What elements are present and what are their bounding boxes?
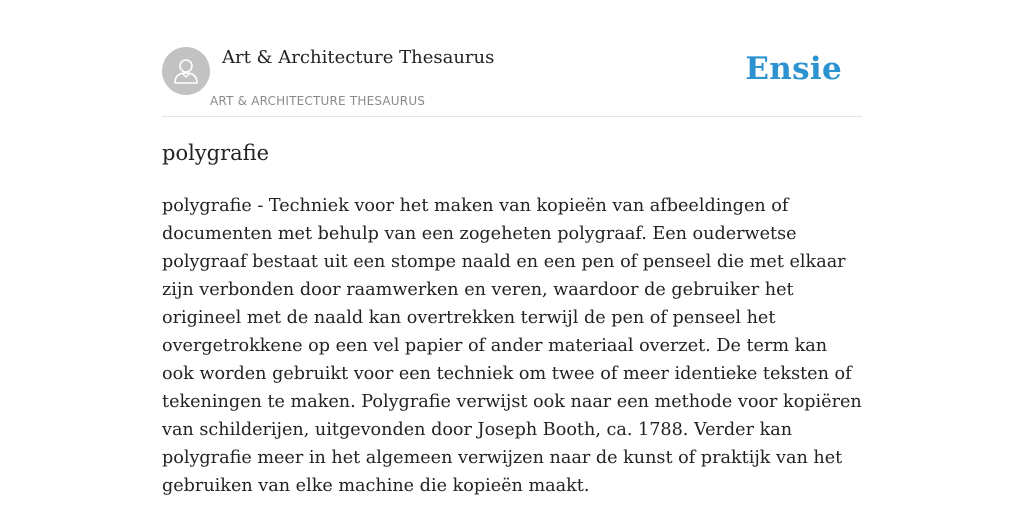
- term-title: polygrafie: [162, 141, 270, 165]
- definition-text: polygrafie - Techniek voor het maken van kopieën van afbeeldingen of documenten met behulp van een zogeheten polygraaf. Een ouderwetse polygraaf bestaat uit een stompe naald en een pen of penseel die met elkaar zijn verbonden door raamwerken en veren, waardoor de gebruiker het origineel met de naald kan overtrekken terwijl de pen of penseel het overgetrokkene op een vel papier of ander materiaal overzet. De term kan ook worden gebruikt voor een techniek om twee of meer identieke teksten of tekeningen te maken. Polygrafie verwijst ook naar een methode voor kopiëren van schilderijen, uitgevonden door Joseph Booth, ca. 1788. Verder kan polygrafie meer in het algemeen verwijzen naar de kunst of praktijk van het gebruiken van elke machine die kopieën maakt.: [162, 196, 862, 496]
- page-header: [162, 46, 862, 117]
- user-icon: [171, 56, 201, 86]
- avatar[interactable]: [162, 47, 210, 95]
- source-title[interactable]: Art & Architecture Thesaurus: [222, 47, 495, 68]
- ensie-logo[interactable]: Ensie: [745, 51, 842, 87]
- source-subtitle[interactable]: ART & ARCHITECTURE THESAURUS: [210, 94, 426, 108]
